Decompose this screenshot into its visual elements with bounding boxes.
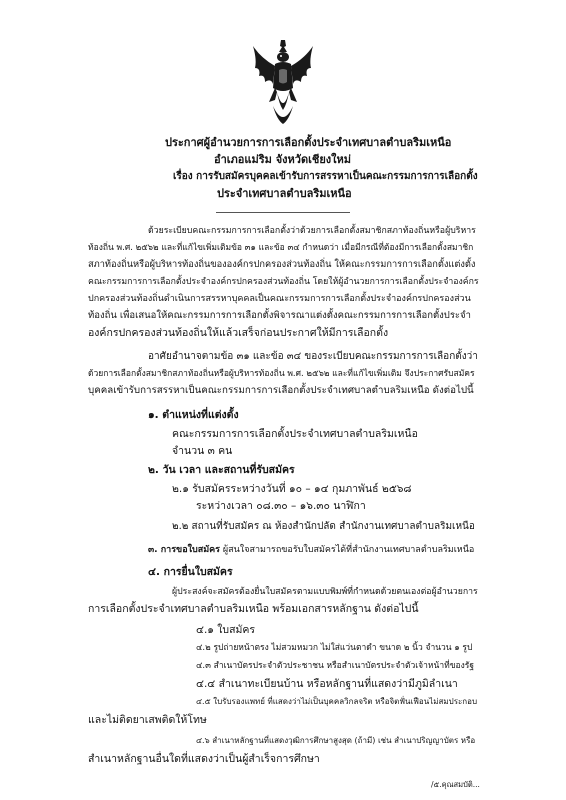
header-title: ประกาศผู้อำนวยการการเลือกตั้งประจำเทศบาลตำบลริมเหนือ [165, 136, 452, 149]
para1-line: ด้วยระเบียบคณะกรรมการการเลือกตั้งว่าด้วยการเลือกตั้งสมาชิกสภาท้องถิ่นหรือผู้บริหาร [148, 226, 476, 236]
doc-item: ๔.๓ สำเนาบัตรประจำตัวประชาชน หรือสำเนาบัตรประจำตัวเจ้าหน้าที่ของรัฐ [196, 661, 475, 671]
para1-line: องค์กรปกครองส่วนท้องถิ่นให้แล้วเสร็จก่อนประกาศให้มีการเลือกตั้ง [88, 327, 389, 339]
section-3-text: ผู้สนใจสามารถขอรับใบสมัครได้ที่สำนักงานเทศบาลตำบลริมเหนือ [222, 545, 475, 555]
para1-line: สภาท้องถิ่นหรือผู้บริหารท้องถิ่นขององค์กรปกครองส่วนท้องถิ่น ให้คณะกรรมการการเลือกตั้งแต่งตั้ง [88, 259, 476, 270]
doc-item: ๔.๒ รูปถ่ายหน้าตรง ไม่สวมหมวก ไม่ใส่แว่นตาดำ ขนาด ๒ นิ้ว จำนวน ๑ รูป [196, 643, 473, 653]
doc-item-continued: และไม่ติดยาเสพติดให้โทษ [88, 714, 207, 726]
section-1-heading: ๑. ตำแหน่งที่แต่งตั้ง [148, 409, 239, 421]
section-2-dates: ๒.๑ รับสมัครระหว่างวันที่ ๑๐ – ๑๔ กุมภาพันธ์ ๒๕๖๘ [172, 483, 412, 495]
section-3-heading: ๓. การขอใบสมัคร [148, 545, 220, 555]
continuation-marker: /๕.คุณสมบัติ... [431, 780, 480, 789]
para1-line: คณะกรรมการการเลือกตั้งประจำองค์กรปกครองส่วนท้องถิ่น โดยให้ผู้อำนวยการการเลือกตั้งประจำองค์กร [88, 277, 479, 287]
header-district: อำเภอแม่ริม จังหวัดเชียงใหม่ [214, 153, 352, 166]
doc-item: ๔.๕ ใบรับรองแพทย์ ที่แสดงว่าไม่เป็นบุคคลวิกลจริต หรือจิตฟั่นเฟือนไม่สมประกอบ [196, 697, 478, 706]
header-organization: ประจำเทศบาลตำบลริมเหนือ [217, 187, 352, 200]
section-4-heading: ๔. การยื่นใบสมัคร [148, 566, 233, 578]
doc-item-continued: สำเนาหลักฐานอื่นใดที่แสดงว่าเป็นผู้สำเร็จการศึกษา [88, 753, 320, 765]
section-2-heading: ๒. วัน เวลา และสถานที่รับสมัคร [148, 464, 295, 476]
doc-item: ๔.๖ สำเนาหลักฐานที่แสดงวุฒิการศึกษาสูงสุด (ถ้ามี) เช่น สำเนาปริญญาบัตร หรือ [196, 736, 476, 745]
section-3 [148, 543, 474, 557]
para2-line: ด้วยการเลือกตั้งสมาชิกสภาท้องถิ่นหรือผู้บริหารท้องถิ่น พ.ศ. ๒๕๖๒ และที่แก้ไขเพิ่มเติม จึงประกาศรับสมัคร [88, 369, 475, 379]
section-1-committee: คณะกรรมการการเลือกตั้งประจำเทศบาลตำบลริมเหนือ [172, 428, 418, 440]
para1-line: ท้องถิ่น เพื่อเสนอให้คณะกรรมการการเลือกตั้งพิจารณาแต่งตั้งคณะกรรมการการเลือกตั้งประจำ [88, 310, 471, 321]
para1-line: ท้องถิ่น พ.ศ. ๒๕๖๒ และที่แก้ไขเพิ่มเติมข้อ ๓๑ และข้อ ๓๔ กำหนดว่า เมื่อมีกรณีที่ต้องมีการเลือกตั้งสมาชิก [88, 243, 474, 253]
doc-item: ๔.๔ สำเนาทะเบียนบ้าน หรือหลักฐานที่แสดงว่ามีภูมิลำเนา [196, 678, 458, 690]
section-2-hours: ระหว่างเวลา ๐๘.๓๐ – ๑๖.๓๐ นาฬิกา [196, 500, 366, 512]
doc-item: ๔.๑ ใบสมัคร [196, 624, 256, 636]
section-2-location: ๒.๒ สถานที่รับสมัคร ณ ห้องสำนักปลัด สำนักงานเทศบาลตำบลริมเหนือ [172, 521, 475, 532]
header-subject: เรื่อง การรับสมัครบุคคลเข้ารับการสรรหาเป็นคณะกรรมการการเลือกตั้ง [173, 171, 478, 182]
section-4-intro: การเลือกตั้งประจำเทศบาลตำบลริมเหนือ พร้อมเอกสารหลักฐาน ดังต่อไปนี้ [88, 603, 419, 615]
para2-line: บุคคลเข้ารับการสรรหาเป็นคณะกรรมการการเลือกตั้งประจำเทศบาลตำบลริมเหนือ ดังต่อไปนี้ [88, 385, 474, 396]
para1-line: ปกครองส่วนท้องถิ่นดำเนินการสรรหาบุคคลเป็นคณะกรรมการการเลือกตั้งประจำองค์กรปกครองส่วน [88, 294, 471, 304]
section-4-intro: ผู้ประสงค์จะสมัครต้องยื่นใบสมัครตามแบบพิมพ์ที่กำหนดด้วยตนเองต่อผู้อำนวยการ [172, 587, 478, 597]
header-divider [216, 212, 350, 213]
garuda-emblem-icon [251, 38, 315, 128]
para2-line: อาศัยอำนาจตามข้อ ๓๑ และข้อ ๓๔ ของระเบียบคณะกรรมการการเลือกตั้งว่า [148, 351, 478, 362]
section-1-count: จำนวน ๓ คน [172, 445, 233, 457]
